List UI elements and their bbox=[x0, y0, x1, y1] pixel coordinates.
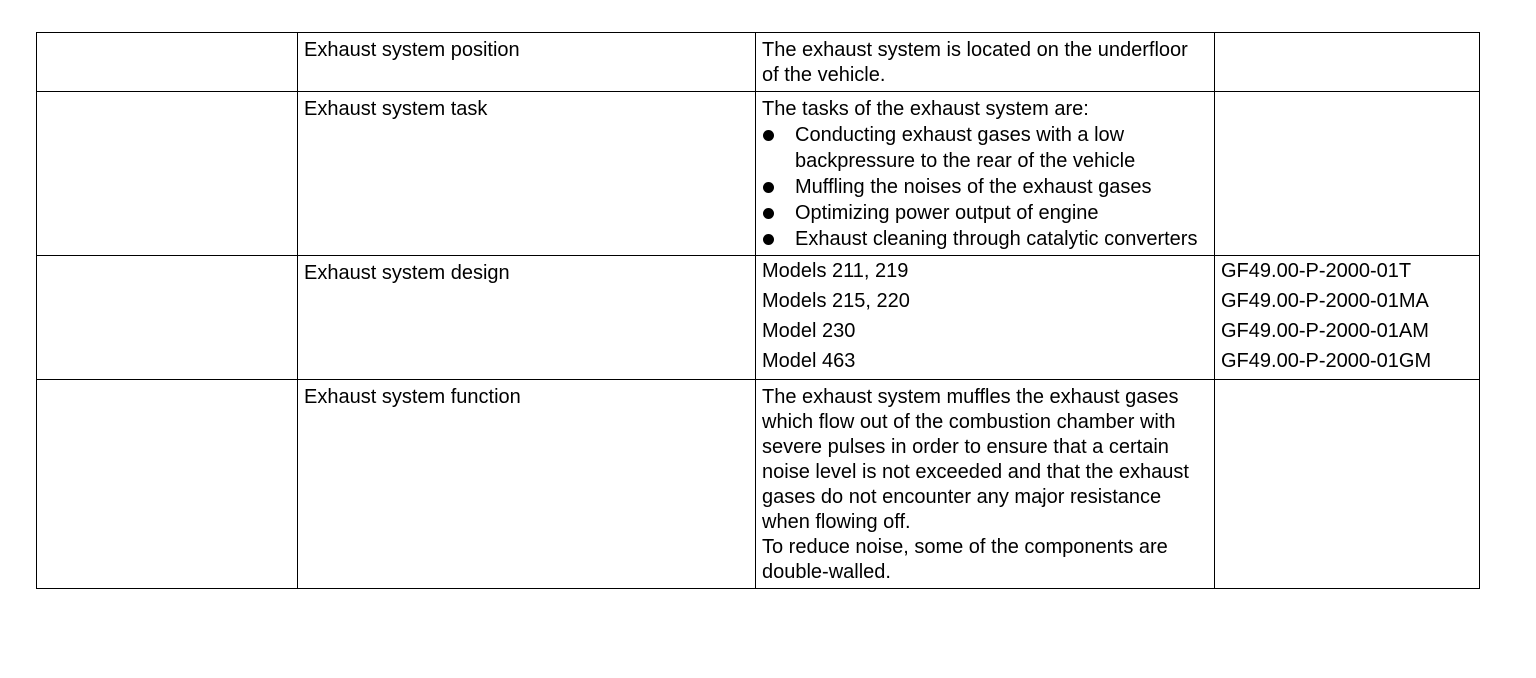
empty-cell bbox=[37, 92, 298, 256]
design-references bbox=[1215, 256, 1480, 380]
row-label-position: Exhaust system position bbox=[298, 33, 756, 92]
empty-cell bbox=[37, 256, 298, 380]
task-bullet: Optimizing power output of engine bbox=[762, 200, 1208, 226]
empty-cell bbox=[37, 33, 298, 92]
position-description: The exhaust system is located on the underfloor of the vehicle. bbox=[756, 33, 1215, 92]
empty-cell bbox=[1215, 33, 1480, 92]
function-description bbox=[756, 380, 1215, 589]
model-entry: Model 463 bbox=[762, 350, 856, 372]
document-reference: GF49.00-P-2000-01MA bbox=[1221, 290, 1429, 312]
row-label-function: Exhaust system function bbox=[298, 380, 756, 589]
bullet-icon bbox=[763, 182, 774, 193]
model-entry: Models 215, 220 bbox=[762, 290, 910, 312]
row-label-task: Exhaust system task bbox=[298, 92, 756, 256]
document-reference: GF49.00-P-2000-01T bbox=[1221, 260, 1412, 282]
task-bullet: Muffling the noises of the exhaust gases bbox=[762, 174, 1208, 200]
document-reference: GF49.00-P-2000-01AM bbox=[1221, 320, 1429, 342]
empty-cell bbox=[1215, 92, 1480, 256]
function-paragraph: The exhaust system muffles the exhaust gases which flow out of the combustion chamber with severe pulses in order to ensure that a certain noise level is not exceeded and that the exhaust gases do not encounter any major resistance when flowing off. bbox=[762, 386, 1189, 533]
design-models bbox=[756, 256, 1215, 380]
document-reference: GF49.00-P-2000-01GM bbox=[1221, 350, 1432, 372]
model-entry: Model 230 bbox=[762, 320, 856, 342]
task-bullet: Exhaust cleaning through catalytic converters bbox=[762, 226, 1208, 252]
empty-cell bbox=[37, 380, 298, 589]
row-function bbox=[37, 380, 1480, 589]
task-description bbox=[756, 92, 1215, 256]
row-task bbox=[37, 92, 1480, 256]
bullet-icon bbox=[763, 130, 774, 141]
exhaust-system-table bbox=[36, 32, 1480, 589]
row-position bbox=[37, 33, 1480, 92]
row-label-design: Exhaust system design bbox=[298, 256, 756, 380]
function-paragraph: To reduce noise, some of the components are double-walled. bbox=[762, 536, 1168, 583]
task-bullet-list bbox=[762, 122, 1208, 252]
task-bullet: Conducting exhaust gases with a low backpressure to the rear of the vehicle bbox=[762, 122, 1208, 174]
bullet-icon bbox=[763, 208, 774, 219]
model-entry: Models 211, 219 bbox=[762, 260, 909, 282]
bullet-icon bbox=[763, 234, 774, 245]
task-intro: The tasks of the exhaust system are: bbox=[762, 98, 1089, 120]
row-design bbox=[37, 256, 1480, 380]
empty-cell bbox=[1215, 380, 1480, 589]
